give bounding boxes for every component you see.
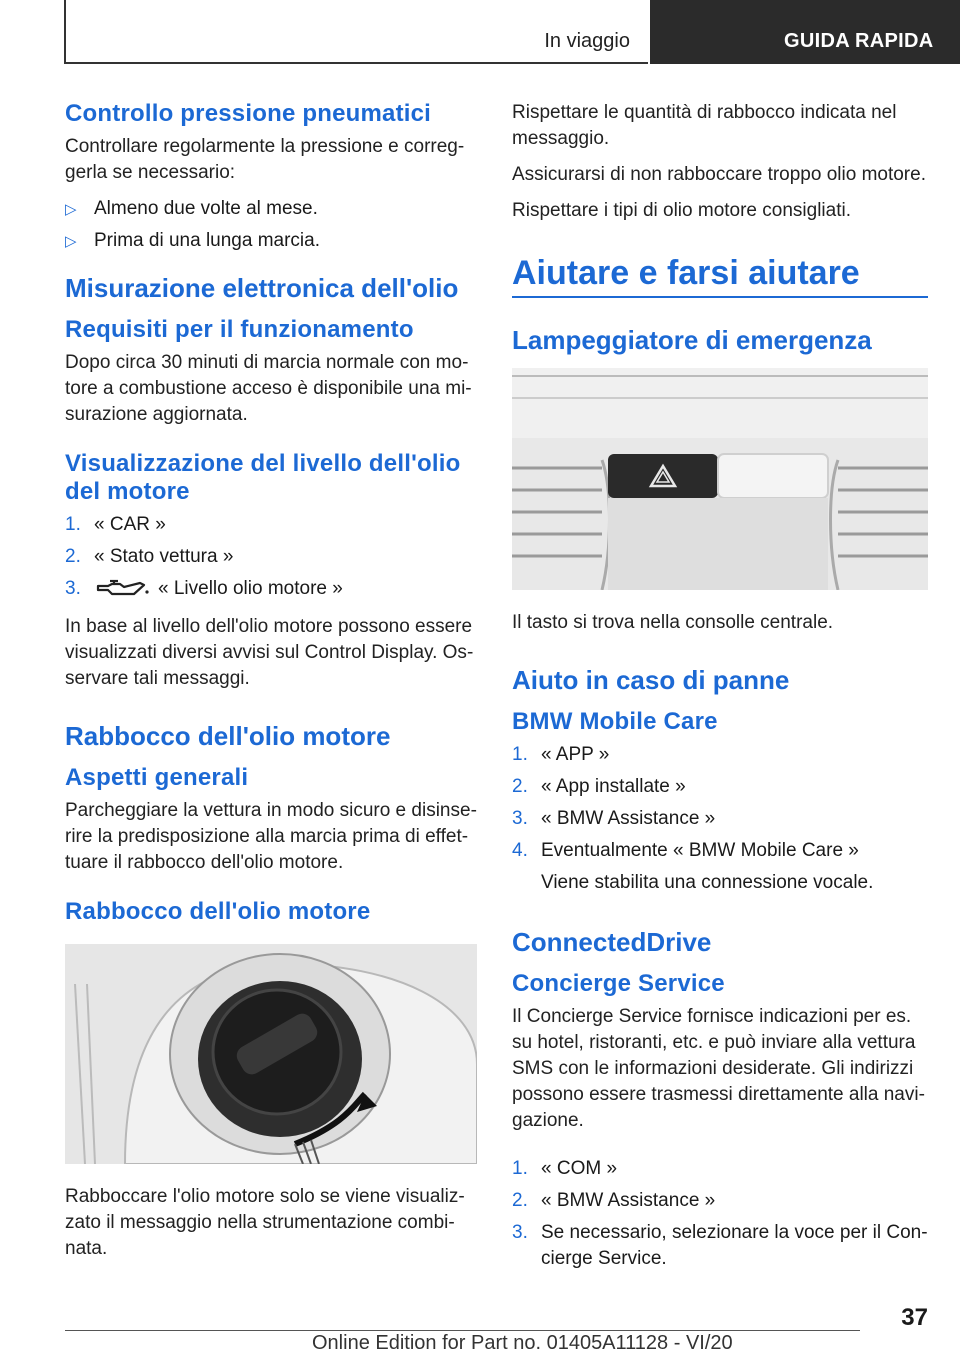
list-item: 3. Se necessario, selezionare la voce per il Concierge Service. [512,1222,928,1269]
list-item: ▷ Prima di una lunga marcia. [65,228,477,254]
oil-filler-cap-image [65,944,477,1164]
list-item: 2. « Stato vettura » [65,546,234,567]
help-chapter-heading: Aiutare e farsi aiutare [512,252,928,298]
list-item: 2. « BMW Assistance » [512,1190,716,1211]
concierge-steps [512,1156,928,1272]
requirements-text: Dopo circa 30 minuti di marcia normale con motore a combustione acceso è disponibile una misurazione aggiornata. [65,352,472,425]
hazard-lights-heading: Lampeggiatore di emergenza [512,325,872,355]
triangle-bullet-icon: ▷ [65,201,77,218]
oil-filler-cap-illustration [65,944,477,1164]
footer-divider [65,1330,860,1331]
header-frame [64,0,648,64]
general-aspects-heading: Aspetti generali [65,764,249,791]
header-guide-tab [650,0,960,64]
oil-refill-caption: Rabboccare l'olio motore solo se viene visualizzato il messaggio nella strumentazione combinata. [65,1186,465,1259]
header-guide-label: GUIDA RAPIDA [784,30,934,52]
list-item: 2. « App installate » [512,776,686,797]
tire-pressure-heading: Controllo pressione pneumatici [65,100,432,127]
list-item: 3. « BMW Assistance » [512,808,716,829]
connected-drive-heading: ConnectedDrive [512,927,712,957]
refill-oil-types-text: Rispettare i tipi di olio motore consigliati. [512,200,851,221]
list-item: 3. « Livello olio motore » [65,578,343,599]
page-number: 37 [901,1304,928,1331]
oil-refill-subheading: Rabbocco dell'olio motore [65,898,371,925]
general-aspects-text: Parcheggiare la vettura in modo sicuro e disinserire la predisposizione alla marcia prima di effettuare il rabbocco dell'olio motore. [65,800,477,873]
requirements-heading: Requisiti per il funzionamento [65,316,414,343]
list-item: ▷ Almeno due volte al mese. [65,196,477,222]
list-item: 1. « APP » [512,744,610,765]
oil-can-icon [94,578,150,600]
refill-quantity-text: Rispettare le quantità di rabbocco indicata nel messaggio. [512,102,897,149]
oil-display-steps [65,512,477,602]
mobile-care-note: Viene stabilita una connessione vocale. [541,872,874,893]
tire-pressure-list [65,196,477,254]
right-column [512,100,928,1284]
left-column [65,100,477,1272]
mobile-care-heading: BMW Mobile Care [512,708,718,735]
list-item: 4. Eventualmente « BMW Mobile Care » Viene stabilita una connessione vocale. [512,838,928,896]
hazard-caption: Il tasto si trova nella consolle centrale. [512,612,834,633]
refill-overfill-text: Assicurarsi di non rabboccare troppo olio motore. [512,164,926,185]
oil-measure-heading: Misurazione elettronica dell'olio [65,273,459,303]
concierge-text: Il Concierge Service fornisce indicazioni per es. su hotel, ristoranti, etc. e può inviare alla vettura SMS con le informazioni desiderate. Gli indirizzi possono essere trasmessi direttamente alla navigazione. [512,1006,925,1131]
oil-display-text: In base al livello dell'olio motore possono essere visualizzati diversi avvisi sul Control Display. Osservare tali messaggi. [65,616,474,689]
hazard-button-image [512,368,928,590]
list-item: 1. « CAR » [65,514,166,535]
list-item: 1. « COM » [512,1158,618,1179]
oil-display-heading: Visualizzazione del livello dell'olio del motore [65,450,461,505]
breakdown-heading: Aiuto in caso di panne [512,665,790,695]
hazard-console-illustration [512,368,928,590]
header-section-title: In viaggio [544,30,630,52]
mobile-care-steps [512,742,928,896]
oil-refill-heading: Rabbocco dell'olio motore [65,721,391,751]
edition-note: Online Edition for Part no. 01405A11128 - VI/20 [312,1332,733,1354]
page-header [0,0,960,66]
triangle-bullet-icon: ▷ [65,233,77,250]
tire-pressure-intro: Controllare regolarmente la pressione e correggerla se necessario: [65,136,465,183]
page-footer [0,1304,960,1362]
concierge-heading: Concierge Service [512,970,725,997]
